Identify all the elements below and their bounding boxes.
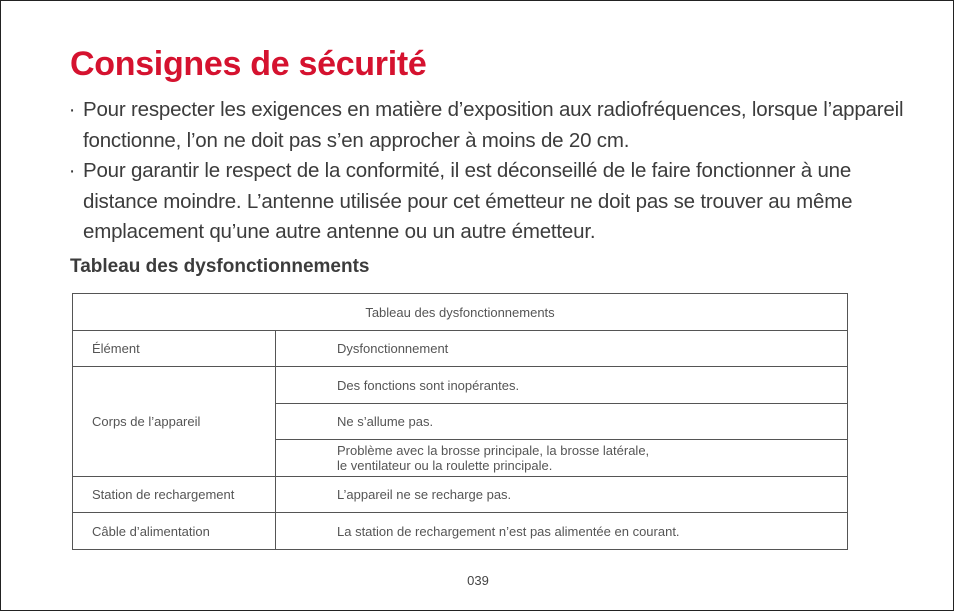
- cell-issue: Ne s’allume pas.: [276, 404, 848, 440]
- page-number: 039: [467, 573, 489, 588]
- header-element: Élément: [73, 331, 276, 367]
- cell-issue: L’appareil ne se recharge pas.: [276, 477, 848, 513]
- bullet-text: Pour garantir le respect de la conformité, il est déconseillé de le faire fonctionner à une distance moindre. L’antenne utilisée pour cet émetteur ne doit pas se trouver au même emplacement qu’une autre antenne ou un autre émetteur.: [83, 159, 853, 243]
- table-header-row: [73, 331, 848, 367]
- table-row: [73, 513, 848, 550]
- cell-issue: [276, 440, 848, 477]
- cell-issue-line: le ventilateur ou la roulette principale.: [337, 458, 553, 473]
- cell-element: Corps de l’appareil: [73, 367, 276, 477]
- bullet-item: [65, 95, 905, 156]
- cell-element: Câble d’alimentation: [73, 513, 276, 550]
- bullet-marker: ·: [68, 99, 76, 121]
- header-malfunction: Dysfonctionnement: [276, 331, 848, 367]
- bullet-text: Pour respecter les exigences en matière d’exposition aux radiofréquences, lorsque l’appareil fonctionne, l’on ne doit pas s’en approcher à moins de 20 cm.: [83, 98, 904, 152]
- table-caption: Tableau des dysfonctionnements: [73, 294, 848, 331]
- cell-element: Station de rechargement: [73, 477, 276, 513]
- cell-issue: Des fonctions sont inopérantes.: [276, 367, 848, 404]
- safety-bullet-list: [65, 95, 905, 248]
- bullet-item: [65, 156, 905, 248]
- table-row: [73, 477, 848, 513]
- table-row: [73, 367, 848, 404]
- cell-issue: La station de rechargement n’est pas alimentée en courant.: [276, 513, 848, 550]
- table-caption-row: [73, 294, 848, 331]
- malfunction-table: [72, 293, 848, 550]
- page-title: Consignes de sécurité: [70, 45, 427, 83]
- bullet-marker: ·: [68, 160, 76, 182]
- section-title: Tableau des dysfonctionnements: [70, 256, 370, 277]
- cell-issue-line: Problème avec la brosse principale, la brosse latérale,: [337, 443, 650, 458]
